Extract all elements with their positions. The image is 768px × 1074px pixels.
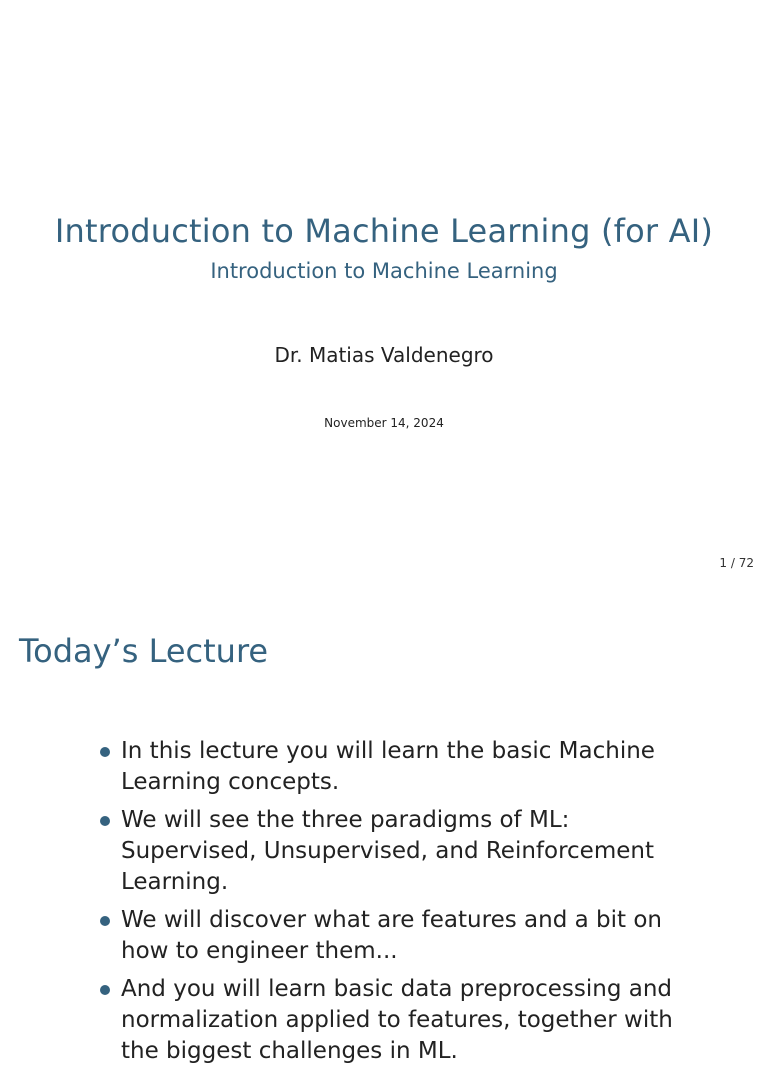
presentation-date: November 14, 2024 <box>324 416 444 430</box>
bullet-list <box>97 736 697 1074</box>
bullet-text: We will discover what are features and a bit on how to engineer them... <box>121 907 662 964</box>
bullet-dot-icon <box>100 816 110 826</box>
slide-title: Today’s Lecture <box>19 632 269 670</box>
lecture-overview-slide <box>0 588 768 1064</box>
bullet-text: In this lecture you will learn the basic Machine Learning concepts. <box>121 738 655 795</box>
presentation-title: Introduction to Machine Learning (for AI) <box>54 212 714 250</box>
bullet-item <box>97 805 697 898</box>
bullet-item <box>97 974 697 1067</box>
bullet-item <box>97 736 697 798</box>
page-number: 1 / 72 <box>719 556 754 570</box>
bullet-text: And you will learn basic data preprocessing and normalization applied to features, together with the biggest challenges in ML. <box>121 976 673 1064</box>
presentation-subtitle: Introduction to Machine Learning <box>210 259 558 283</box>
bullet-dot-icon <box>100 985 110 995</box>
bullet-dot-icon <box>100 916 110 926</box>
bullet-dot-icon <box>100 747 110 757</box>
bullet-item <box>97 905 697 967</box>
author-name: Dr. Matias Valdenegro <box>274 343 494 367</box>
bullet-text: We will see the three paradigms of ML: Supervised, Unsupervised, and Reinforcement Learning. <box>121 807 654 895</box>
